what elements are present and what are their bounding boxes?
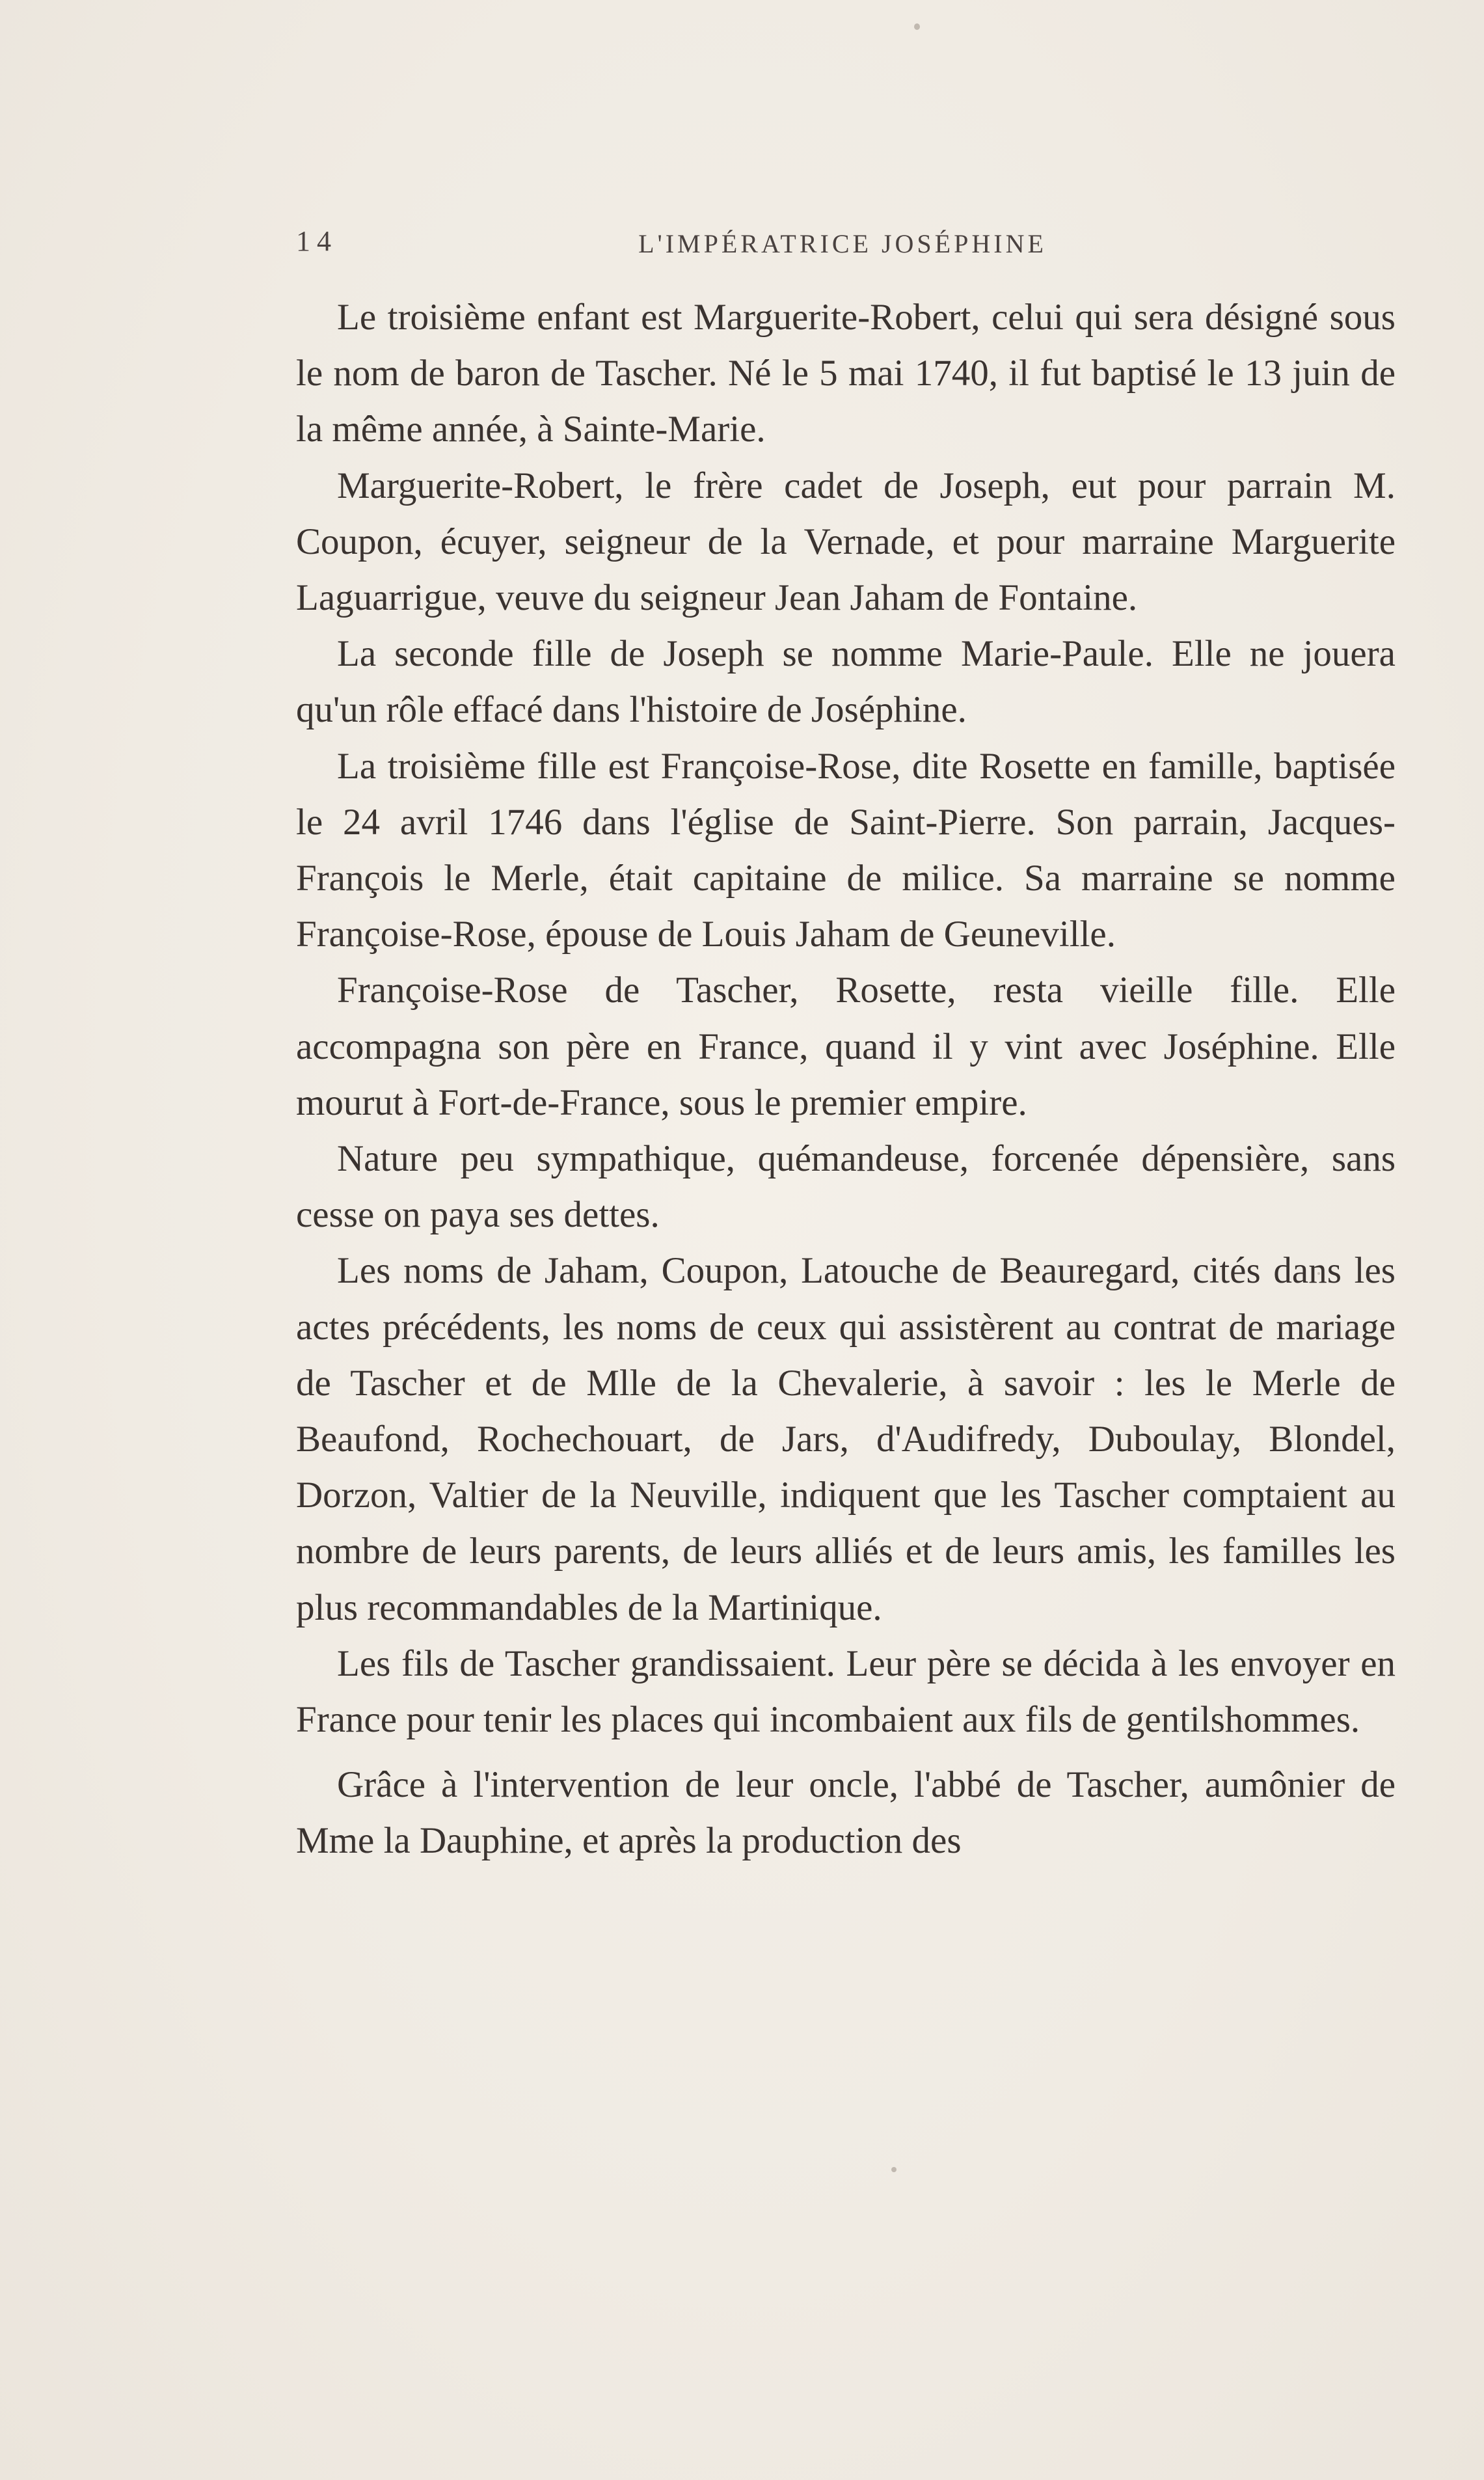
- paragraph: Le troisième enfant est Marguerite-Robert, celui qui sera désigné sous le nom de baron de Tascher. Né le 5 mai 1740, il fut baptisé le 13 juin de la même année, à Sainte-Marie.: [296, 297, 1396, 450]
- body-text: [296, 290, 1396, 1870]
- paragraph: La seconde fille de Joseph se nomme Marie-Paule. Elle ne jouera qu'un rôle effacé dans l'histoire de Joséphine.: [296, 633, 1396, 731]
- page-header: [296, 225, 1389, 270]
- paper-speck: [891, 2167, 897, 2172]
- paper-speck: [914, 23, 920, 30]
- page-number: 14: [296, 225, 338, 257]
- paragraph: Les fils de Tascher grandissaient. Leur père se décida à les envoyer en France pour tenir les places qui incombaient aux fils de gentilshommes.: [296, 1642, 1396, 1741]
- running-title: L'IMPÉRATRICE JOSÉPHINE: [638, 229, 1047, 258]
- paragraph: Les noms de Jaham, Coupon, Latouche de Beauregard, cités dans les actes précédents, les noms de ceux qui assistèrent au contrat de mariage de Tascher et de Mlle de la Chevalerie, à savoir : les le Merle de Beaufond, Rochechouart, de Jars, d'Audifredy, Duboulay, Blondel, Dorzon, Valtier de la Neuville, indiquent que les Tascher comptaient au nombre de leurs parents, de leurs alliés et de leurs amis, les familles les plus recommandables de la Martinique.: [296, 1250, 1396, 1628]
- paragraph: Françoise-Rose de Tascher, Rosette, resta vieille fille. Elle accompagna son père en France, quand il y vint avec Joséphine. Elle mourut à Fort-de-France, sous le premier empire.: [296, 970, 1396, 1123]
- paragraph: La troisième fille est Françoise-Rose, dite Rosette en famille, baptisée le 24 avril 1746 dans l'église de Saint-Pierre. Son parrain, Jacques-François le Merle, était capitaine de milice. Sa marraine se nomme Françoise-Rose, épouse de Louis Jaham de Geuneville.: [296, 745, 1396, 955]
- paragraph: Marguerite-Robert, le frère cadet de Joseph, eut pour parrain M. Coupon, écuyer, seigneur de la Vernade, et pour marraine Marguerite Laguarrigue, veuve du seigneur Jean Jaham de Fontaine.: [296, 465, 1396, 619]
- paragraph: Grâce à l'intervention de leur oncle, l'abbé de Tascher, aumônier de Mme la Dauphine, et après la production des: [296, 1764, 1396, 1862]
- paragraph: Nature peu sympathique, quémandeuse, forcenée dépensière, sans cesse on paya ses dettes.: [296, 1138, 1396, 1236]
